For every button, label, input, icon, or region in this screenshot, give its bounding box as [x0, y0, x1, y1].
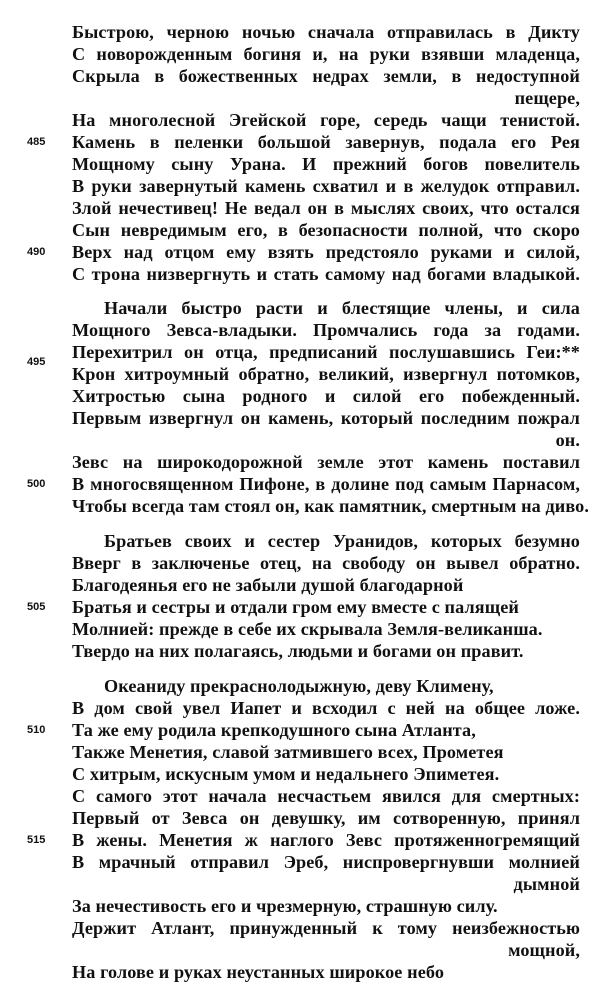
verse-line: В мрачный отправил Эреб, ниспровергнувши молнией — [72, 852, 580, 872]
verse-line: Братьев своих и сестер Уранидов, которых безумно — [104, 531, 580, 551]
verse-line: В многосвященном Пифоне, в долине под самым Парнасом, — [72, 474, 580, 494]
verse-line: Молнией: прежде в себе их скрывала Земля-великанша. — [72, 619, 543, 639]
verse-line: С трона низвергнуть и стать самому над богами владыкой. — [72, 264, 580, 284]
line-number: 490 — [27, 246, 46, 258]
line-number: 500 — [27, 478, 46, 490]
verse-line: Злой нечестивец! Не ведал он в мыслях своих, что остался — [72, 198, 580, 218]
verse-line: Сын невредимым его, в безопасности полной, что скоро — [72, 220, 580, 240]
verse-line: С самого этот начала несчастьем явился для смертных: — [72, 786, 580, 806]
verse-line: С хитрым, искусным умом и недальнего Эпиметея. — [72, 764, 500, 784]
verse-line: Благодеянья его не забыли душой благодарной — [72, 575, 464, 595]
verse-line: Вверг в заключенье отец, на свободу он вывел обратно. — [72, 553, 580, 573]
verse-line: Перехитрил он отца, предписаний послушавшись Геи:** — [72, 342, 580, 362]
verse-line: Братья и сестры и отдали гром ему вместе с палящей — [72, 597, 519, 617]
verse-line: На голове и руках неустанных широкое небо — [72, 962, 445, 982]
verse-line: В дом свой увел Иапет и всходил с ней на общее ложе. — [72, 698, 580, 718]
verse-line: Океаниду прекраснолодыжную, деву Климену, — [104, 676, 494, 696]
verse-line: Первым извергнул он камень, который последним пожрал — [72, 408, 580, 428]
verse-line: С новорожденным богиня и, на руки взявши младенца, — [72, 44, 580, 64]
verse-line: Начали быстро расти и блестящие члены, и сила — [104, 298, 580, 318]
verse-line: Твердо на них полагаясь, людьми и богами он правит. — [72, 641, 524, 661]
verse-line-continuation: он. — [555, 430, 580, 450]
verse-line: На многолесной Эгейской горе, середь чащи тенистой. — [72, 110, 580, 130]
verse-line: Скрыла в божественных недрах земли, в недоступной — [72, 66, 580, 86]
verse-line: Камень в пеленки большой завернув, подала его Рея — [72, 132, 580, 152]
verse-line: Крон хитроумный обратно, великий, извергнул потомков, — [72, 364, 580, 384]
verse-line: Первый от Зевса он девушку, им сотворенную, принял — [72, 808, 580, 828]
verse-line: Чтобы всегда там стоял он, как памятник, смертным на диво. — [72, 496, 590, 516]
verse-line: Хитростью сына родного и силой его побежденный. — [72, 386, 580, 406]
verse-line-continuation: дымной — [513, 874, 580, 894]
line-number: 495 — [27, 356, 46, 368]
verse-line: В руки завернутый камень схватил и в желудок отправил. — [72, 176, 580, 196]
line-number: 505 — [27, 601, 46, 613]
verse-line: В жены. Менетия ж наглого Зевс протяженногремящий — [72, 830, 580, 850]
verse-line: За нечестивость его и чрезмерную, страшную силу. — [72, 896, 498, 916]
verse-line: Зевс на широкодорожной земле этот камень поставил — [72, 452, 580, 472]
verse-line: Также Менетия, славой затмившего всех, Прометея — [72, 742, 504, 762]
line-number: 515 — [27, 834, 46, 846]
verse-line: Быстрою, черною ночью сначала отправилась в Дикту — [72, 22, 580, 42]
verse-line: Та же ему родила крепкодушного сына Атланта, — [72, 720, 476, 740]
verse-line-continuation: пещере, — [514, 88, 580, 108]
line-number: 510 — [27, 724, 46, 736]
verse-line: Мощному сыну Урана. И прежний богов повелитель — [72, 154, 580, 174]
verse-line-continuation: мощной, — [508, 940, 580, 960]
verse-line: Держит Атлант, принужденный к тому неизбежностью — [72, 918, 580, 938]
verse-line: Верх над отцом ему взять предстояло руками и силой, — [72, 242, 580, 262]
line-number: 485 — [27, 136, 46, 148]
verse-line: Мощного Зевса-владыки. Промчались года за годами. — [72, 320, 580, 340]
